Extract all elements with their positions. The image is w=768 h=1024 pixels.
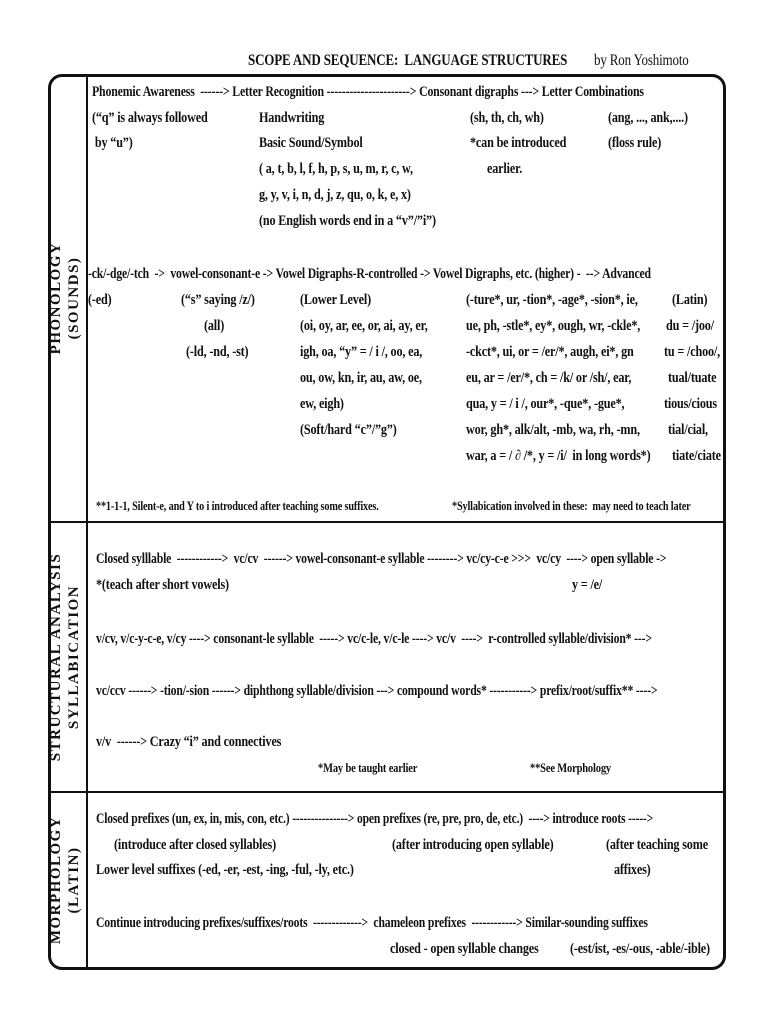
- morph-closed-note: (introduce after closed syllables): [114, 837, 276, 853]
- phon2-lower-list-4: ew, eigh): [300, 396, 344, 412]
- morphology-label: MORPHOLOGY: [48, 815, 64, 945]
- section-divider-2: [48, 791, 726, 793]
- phonology-label: PHONOLOGY: [48, 241, 64, 355]
- morph-similar-note: (-est/ist, -es/-ous, -able/-ible): [570, 941, 710, 957]
- struct-y-equals-e: y = /e/: [572, 577, 603, 593]
- phon2-tual: tual/tuate: [668, 370, 717, 386]
- sounds-label: (SOUNDS): [66, 256, 82, 340]
- syllabication-label: SYLLABICATION: [66, 584, 82, 730]
- phon-earlier: earlier.: [487, 161, 523, 177]
- phon2-tiate: tiate/ciate: [672, 448, 721, 464]
- phon-q-note: (“q” is always followed: [92, 110, 208, 126]
- phon2-higher-list-7: war, a = / ∂ /*, y = /i/ in long words*): [466, 448, 651, 464]
- phon2-lower-list-1: (oi, oy, ar, ee, or, ai, ay, er,: [300, 318, 428, 334]
- document-author: by Ron Yoshimoto: [594, 52, 689, 69]
- phon2-s-saying: (“s” saying /z/): [181, 292, 255, 308]
- struct-row-3: vc/ccv ------> -tion/-sion ------> diphthong syllable/division ---> compound words* -----------> prefix/root/suffix** ---->: [96, 683, 658, 699]
- phon-handwriting: Handwriting: [259, 110, 325, 126]
- phon-no-english: (no English words end in a “v”/”i”): [259, 213, 436, 229]
- section-divider-1: [48, 521, 726, 523]
- phon2-lower-list-3: ou, ow, kn, ir, au, aw, oe,: [300, 370, 422, 386]
- morph-row-2: Continue introducing prefixes/suffixes/roots -------------> chameleon prefixes ------------> Similar-sounding suffixes: [96, 915, 648, 931]
- phon2-higher-list-3: -ckct*, ui, or = /er/*, augh, ei*, gn: [466, 344, 634, 360]
- phonology-note-right: *Syllabication involved in these: may need to teach later: [452, 499, 691, 513]
- phon2-all: (all): [204, 318, 225, 334]
- phon2-lower-level: (Lower Level): [300, 292, 371, 308]
- phonology-note-left: **1-1-1, Silent-e, and Y to i introduced after teaching some suffixes.: [96, 499, 379, 513]
- phon2-higher-list-1: (-ture*, ur, -tion*, -age*, -sion*, ie,: [466, 292, 638, 308]
- phon2-tial: tial/cial,: [668, 422, 708, 438]
- struct-row-1: Closed sylllable ------------> vc/cv ------> vowel-consonant-e syllable --------> vc/cy-c-e >>> vc/cy ----> open syllable ->: [96, 551, 667, 567]
- struct-row-4: v/v ------> Crazy “i” and connectives: [96, 734, 282, 750]
- phon2-row-1: -ck/-dge/-tch -> vowel-consonant-e -> Vowel Digraphs-R-controlled -> Vowel Digraphs, etc. (higher) - --> Advanced: [88, 266, 651, 282]
- phon2-lower-list-2: igh, oa, “y” = / i /, oo, ea,: [300, 344, 423, 360]
- morph-affixes: affixes): [614, 862, 651, 878]
- phon2-higher-list-4: eu, ar = /er/*, ch = /k/ or /sh/, ear,: [466, 370, 632, 386]
- phon-digraph-list: (sh, th, ch, wh): [470, 110, 544, 126]
- struct-note-morphology: **See Morphology: [530, 761, 612, 775]
- struct-note-earlier: *May be taught earlier: [318, 761, 418, 775]
- morph-chameleon-note: closed - open syllable changes: [390, 941, 539, 957]
- phon2-ed: (-ed): [88, 292, 112, 308]
- phon-q-note-2: by “u”): [92, 135, 133, 151]
- phon2-du: du = /joo/: [666, 318, 714, 334]
- morph-open-note: (after introducing open syllable): [392, 837, 554, 853]
- latin-label: (LATIN): [66, 846, 82, 914]
- phon2-higher-list-5: qua, y = / i /, our*, -que*, -gue*,: [466, 396, 625, 412]
- struct-row-2: v/cv, v/c-y-c-e, v/cy ----> consonant-le syllable -----> vc/c-le, v/c-le ----> vc/v ----> r-controlled syllable/division* --->: [96, 631, 652, 647]
- structural-analysis-label: STRUCTURAL ANALYSIS: [48, 552, 64, 762]
- phon-basic-sound: Basic Sound/Symbol: [259, 135, 363, 151]
- phon2-higher-list-6: wor, gh*, alk/alt, -mb, wa, rh, -mn,: [466, 422, 640, 438]
- phon-row-1: Phonemic Awareness ------> Letter Recognition ----------------------> Consonant digraphs ---> Letter Combinations: [92, 84, 644, 100]
- phon2-latin: (Latin): [672, 292, 708, 308]
- phon-letters-2: g, y, v, i, n, d, j, z, qu, o, k, e, x): [259, 187, 411, 203]
- document-title: SCOPE AND SEQUENCE: LANGUAGE STRUCTURES: [248, 52, 568, 69]
- phon-letter-combo-list: (ang, ..., ank,....): [608, 110, 688, 126]
- phon-floss-rule: (floss rule): [608, 135, 662, 151]
- struct-teach-note: *(teach after short vowels): [96, 577, 229, 593]
- morph-suffixes: Lower level suffixes (-ed, -er, -est, -ing, -ful, -ly, etc.): [96, 862, 354, 878]
- phon-letters-1: ( a, t, b, l, f, h, p, s, u, m, r, c, w,: [259, 161, 413, 177]
- morph-row-1: Closed prefixes (un, ex, in, mis, con, etc.) ---------------> open prefixes (re, pre, pro, de, etc.) ----> introduce roots ----->: [96, 811, 654, 827]
- phon2-tu: tu = /choo/,: [664, 344, 721, 360]
- morph-roots-note: (after teaching some: [606, 837, 708, 853]
- phon-intro-note: *can be introduced: [470, 135, 567, 151]
- phon2-tious: tious/cious: [664, 396, 717, 412]
- phon2-soft-hard: (Soft/hard “c”/”g”): [300, 422, 397, 438]
- phon2-higher-list-2: ue, ph, -stle*, ey*, ough, wr, -ckle*,: [466, 318, 641, 334]
- phon2-ld-nd-st: (-ld, -nd, -st): [186, 344, 249, 360]
